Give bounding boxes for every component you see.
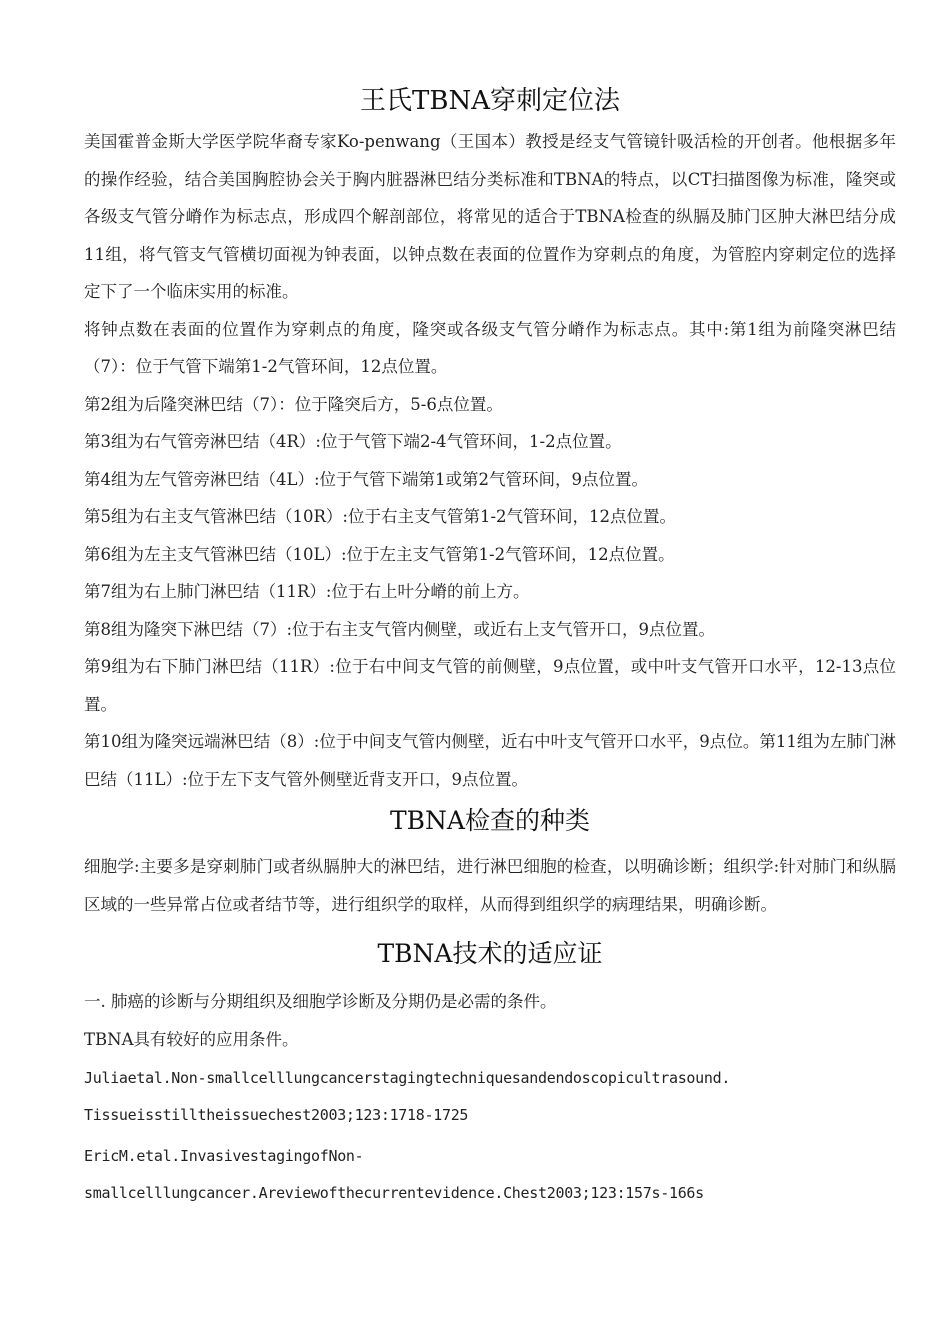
section-title-tbna-types: TBNA检查的种类 <box>390 806 590 835</box>
section-title-tbna-indications: TBNA技术的适应证 <box>377 939 603 968</box>
intro-paragraph: 美国霍普金斯大学医学院华裔专家Ko-penwang（王国本）教授是经支气管镜针吸活检的开创者。他根据多年的操作经验，结合美国胸腔协会关于胸内脏器淋巴结分类标准和TBNA的特点，以CT扫描图像为标准，隆突或各级支气管分嵴作为标志点，形成四个解剖部位，将常见的适合于TBNA检查的纵膈及肺门区肿大淋巴结分成11组，将气管支气管横切面视为钟表面，以钟点数在表面的位置作为穿刺点的角度，为管腔内穿刺定位的选择定下了一个临床实用的标准。 <box>84 132 896 301</box>
group-paragraph-3: 第3组为右气管旁淋巴结（4R）:位于气管下端2-4气管环间，1-2点位置。 <box>84 432 622 451</box>
group-paragraph-5: 第5组为右主支气管淋巴结（10R）:位于右主支气管第1-2气管环间，12点位置。 <box>84 507 677 526</box>
reference-2-line-1: EricM.etal.InvasivestagingofNon- <box>84 1147 364 1165</box>
reference-1-line-2: Tissueisstilltheissuechest2003;123:1718-1725 <box>84 1106 469 1124</box>
reference-2-line-2: smallcelllungcancer.Areviewofthecurrentevidence.Chest2003;123:157s-166s <box>84 1184 704 1202</box>
types-paragraph: 细胞学:主要多是穿刺肺门或者纵膈肿大的淋巴结，进行淋巴细胞的检查，以明确诊断；组织学:针对肺门和纵膈区域的一些异常占位或者结节等，进行组织学的取样，从而得到组织学的病理结果，明确诊断。 <box>84 857 896 914</box>
group-paragraph-10: 第10组为隆突远端淋巴结（8）:位于中间支气管内侧壁，近右中叶支气管开口水平，9点位。第11组为左肺门淋巴结（11L）:位于左下支气管外侧壁近背支开口，9点位置。 <box>84 732 896 789</box>
indication-item-2: TBNA具有较好的应用条件。 <box>84 1029 299 1049</box>
group-paragraph-6: 第6组为左主支气管淋巴结（10L）:位于左主支气管第1-2气管环间，12点位置。 <box>84 544 675 564</box>
group-paragraph-9: 第9组为右下肺门淋巴结（11R）:位于右中间支气管的前侧壁，9点位置，或中叶支气管开口水平，12-13点位置。 <box>84 657 896 714</box>
group-paragraph-7: 第7组为右上肺门淋巴结（11R）:位于右上叶分嵴的前上方。 <box>84 582 530 601</box>
reference-1-line-1: Juliaetal.Non-smallcelllungcancerstagingtechniquesandendoscopicultrasound. <box>84 1069 731 1087</box>
group-paragraph-2: 第2组为后隆突淋巴结（7）：位于隆突后方，5-6点位置。 <box>84 394 503 414</box>
group-paragraph-1: 将钟点数在表面的位置作为穿刺点的角度，隆突或各级支气管分嵴作为标志点。其中:第1组为前隆突淋巴结（7）：位于气管下端第1-2气管环间，12点位置。 <box>84 319 896 376</box>
group-paragraph-4: 第4组为左气管旁淋巴结（4L）:位于气管下端第1或第2气管环间，9点位置。 <box>84 469 649 489</box>
indication-item-1: 一. 肺癌的诊断与分期组织及细胞学诊断及分期仍是必需的条件。 <box>84 992 557 1011</box>
section-title-tbna-positioning: 王氏TBNA穿刺定位法 <box>360 86 620 116</box>
group-paragraph-8: 第8组为隆突下淋巴结（7）:位于右主支气管内侧壁，或近右上支气管开口，9点位置。 <box>84 619 716 639</box>
